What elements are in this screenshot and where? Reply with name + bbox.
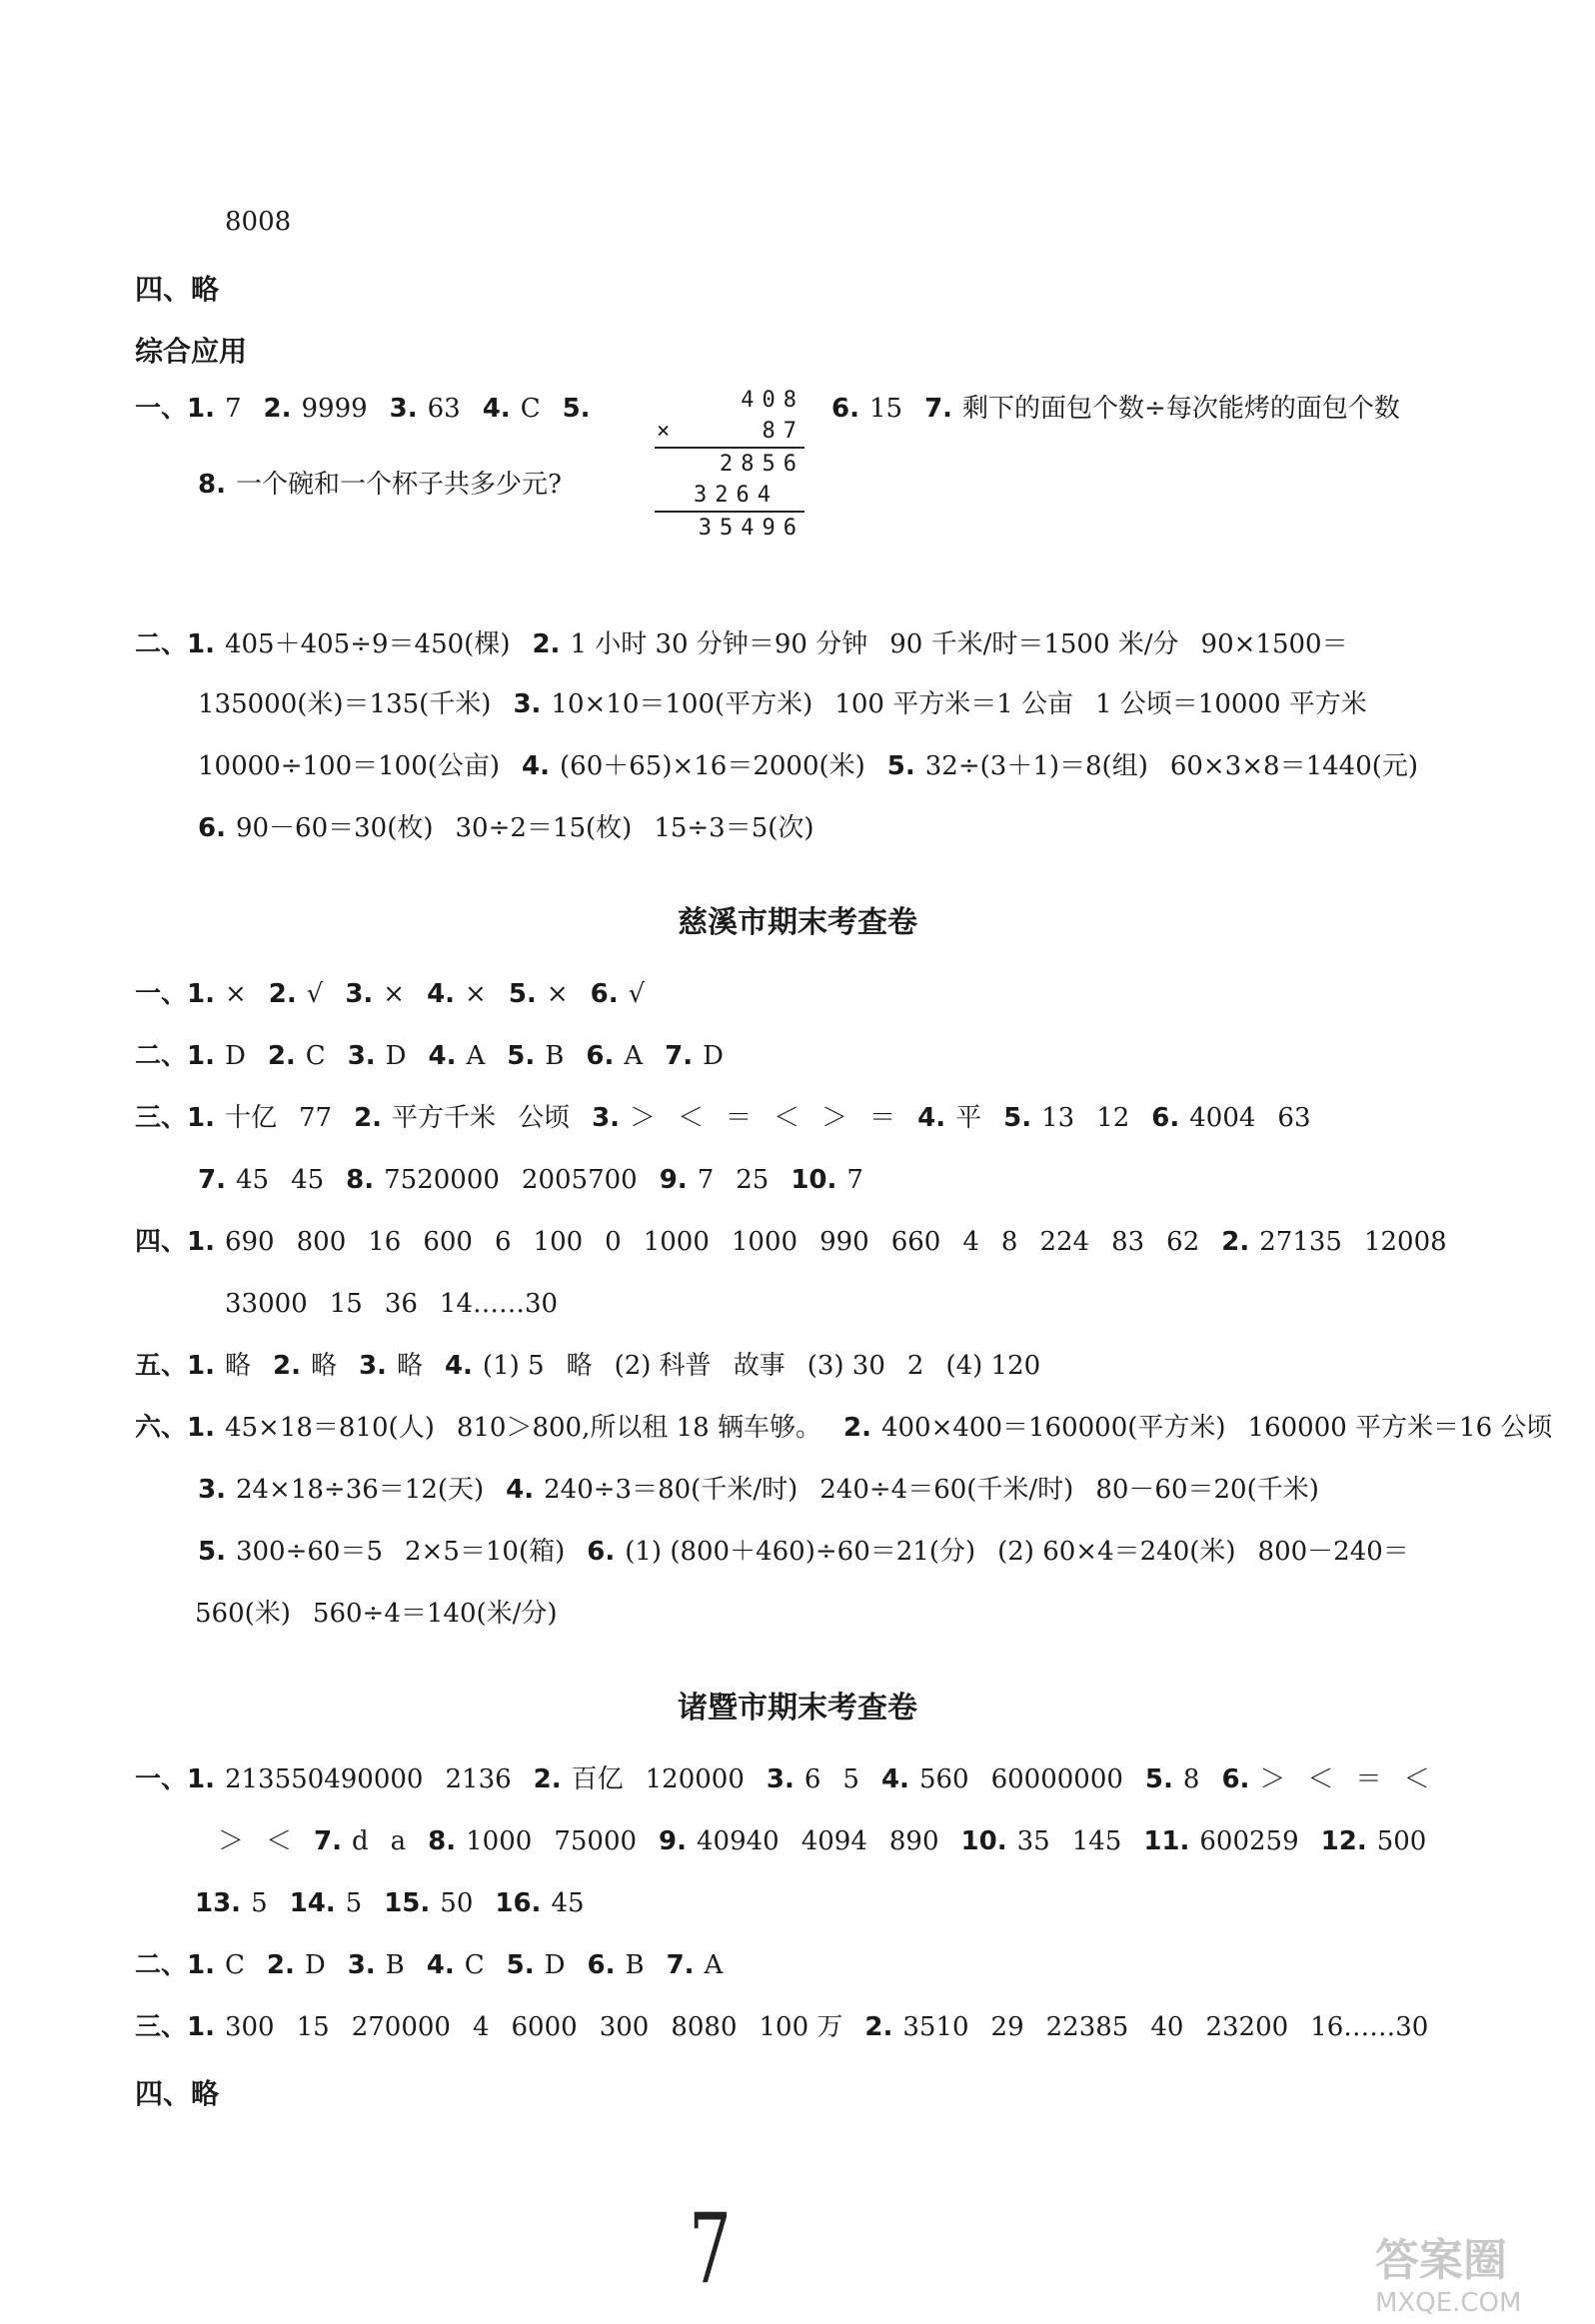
answer-segment: 4094 bbox=[800, 1826, 867, 1856]
composite-answer-line-tail bbox=[831, 392, 1422, 426]
answer-segment: 14……30 bbox=[439, 1289, 559, 1319]
answer-segment: d bbox=[352, 1826, 369, 1856]
question-number: 二、1. bbox=[135, 1041, 215, 1071]
answer-segment: 560 bbox=[918, 1764, 969, 1794]
question-number: 2. bbox=[272, 1351, 301, 1381]
answer-segment: 平方千米 bbox=[392, 1103, 497, 1133]
answer-segment: 7 bbox=[697, 1165, 715, 1195]
answer-segment: ＞ bbox=[630, 1103, 657, 1133]
answer-line bbox=[135, 1349, 1062, 1383]
answer-segment: 剩下的面包个数÷每次能烤的面包个数 bbox=[962, 394, 1400, 424]
question-number: 2. bbox=[533, 1764, 562, 1794]
answer-segment: 63 bbox=[1277, 1103, 1311, 1133]
answer-segment: 45×18＝810(人) bbox=[224, 1413, 435, 1443]
answer-line bbox=[198, 1473, 1341, 1507]
answer-segment: (2) 60×4＝240(米) bbox=[997, 1537, 1236, 1567]
question-number: 6. bbox=[1151, 1103, 1180, 1133]
answer-segment: 略 bbox=[396, 1351, 423, 1381]
watermark-logo: 答案圈 bbox=[1375, 2235, 1507, 2286]
question-number: 9. bbox=[659, 1826, 687, 1856]
answer-segment: 100 bbox=[533, 1227, 584, 1257]
question-number: 7. bbox=[665, 1041, 694, 1071]
answer-line bbox=[135, 1948, 745, 1982]
answer-segment: 6 bbox=[803, 1764, 821, 1794]
answer-segment: 百亿 bbox=[571, 1764, 624, 1794]
answer-segment: C bbox=[305, 1041, 326, 1071]
answer-segment: 15 bbox=[296, 2012, 330, 2042]
question-number: 3. bbox=[592, 1103, 621, 1133]
question-number: 4. bbox=[444, 1351, 473, 1381]
answer-segment: 63 bbox=[427, 394, 461, 424]
answer-segment: 30÷2＝15(枚) bbox=[455, 813, 633, 843]
answer-segment: 12 bbox=[1096, 1103, 1130, 1133]
answer-line bbox=[135, 2010, 1450, 2044]
section-title: 诸暨市期末考查卷 bbox=[678, 1691, 917, 1726]
answer-segment: B bbox=[625, 1950, 645, 1980]
answer-segment: 300 bbox=[599, 2012, 650, 2042]
answer-segment: 40940 bbox=[697, 1826, 780, 1856]
question-number: 五、1. bbox=[135, 1351, 215, 1381]
answer-segment: ＝ bbox=[1355, 1764, 1382, 1794]
answer-segment: 公顷 bbox=[518, 1103, 571, 1133]
answer-segment: (60＋65)×16＝2000(米) bbox=[560, 751, 865, 781]
answer-segment: (3) 30 bbox=[806, 1351, 885, 1381]
question-number: 4. bbox=[427, 979, 456, 1009]
answer-line bbox=[135, 627, 1370, 661]
question-number: 3. bbox=[198, 1475, 226, 1505]
question-number: 7. bbox=[314, 1826, 342, 1856]
answer-segment: ＝ bbox=[726, 1103, 753, 1133]
answer-segment: 5 bbox=[251, 1888, 268, 1918]
answer-segment: ＞ bbox=[821, 1103, 848, 1133]
answer-segment: 略 bbox=[224, 1351, 251, 1381]
answer-segment: D bbox=[544, 1950, 566, 1980]
multiplier: 87 bbox=[762, 419, 804, 444]
answer-segment: 800－240＝ bbox=[1257, 1537, 1409, 1567]
question-number: 2. bbox=[267, 1041, 296, 1071]
answer-segment: 100 万 bbox=[759, 2012, 843, 2042]
question-number: 3. bbox=[766, 1764, 795, 1794]
answer-segment: 35 bbox=[1016, 1826, 1050, 1856]
answer-segment: 120000 bbox=[645, 1764, 745, 1794]
answer-segment: 160000 平方米＝16 公顷 bbox=[1247, 1413, 1553, 1443]
answer-line bbox=[195, 1597, 580, 1631]
answer-segment: 270000 bbox=[351, 2012, 451, 2042]
answer-segment: 990 bbox=[819, 1227, 869, 1257]
answer-segment: ＞ bbox=[1259, 1764, 1286, 1794]
answer-segment: 240÷3＝80(千米/时) bbox=[544, 1475, 798, 1505]
answer-line bbox=[195, 1886, 607, 1920]
answer-line bbox=[218, 1824, 1448, 1858]
answer-segment: (4) 120 bbox=[945, 1351, 1041, 1381]
answer-segment: 80－60＝20(千米) bbox=[1095, 1475, 1319, 1505]
answer-segment: ＜ bbox=[1403, 1764, 1430, 1794]
question-number: 2. bbox=[354, 1103, 383, 1133]
answer-segment: 213550490000 bbox=[224, 1764, 424, 1794]
question-number: 8. bbox=[198, 470, 226, 500]
answer-segment: 6000 bbox=[511, 2012, 578, 2042]
answer-segment: 15 bbox=[868, 394, 903, 424]
question-number: 二、1. bbox=[135, 629, 215, 659]
question-number: 3. bbox=[389, 394, 418, 424]
question-number: 16. bbox=[495, 1888, 542, 1918]
times-sign: × bbox=[657, 419, 671, 444]
answer-segment: 224 bbox=[1039, 1227, 1090, 1257]
answer-segment: 略 bbox=[310, 1351, 337, 1381]
answer-segment: 145 bbox=[1071, 1826, 1122, 1856]
answer-segment: ＞ bbox=[218, 1826, 245, 1856]
answer-segment: 300÷60＝5 bbox=[235, 1537, 384, 1567]
answer-segment: 13 bbox=[1041, 1103, 1075, 1133]
answer-line bbox=[135, 1225, 1469, 1259]
answer-segment: × bbox=[465, 979, 487, 1009]
answer-segment: C bbox=[224, 1950, 245, 1980]
answer-segment: 1000 bbox=[731, 1227, 798, 1257]
answer-segment: 5 bbox=[842, 1764, 859, 1794]
question-number: 10. bbox=[960, 1826, 1007, 1856]
answer-segment: 8008 bbox=[225, 207, 292, 237]
answer-segment: 平 bbox=[955, 1103, 982, 1133]
question-number: 2. bbox=[268, 979, 297, 1009]
question-number: 2. bbox=[842, 1413, 871, 1443]
question-number: 3. bbox=[358, 1351, 387, 1381]
answer-line bbox=[198, 1163, 885, 1197]
answer-line bbox=[135, 977, 667, 1011]
answer-segment: 60000000 bbox=[990, 1764, 1123, 1794]
answer-line bbox=[135, 1101, 1333, 1135]
answer-segment: 0 bbox=[605, 1227, 622, 1257]
answer-segment: 1 小时 30 分钟＝90 分钟 bbox=[570, 629, 868, 659]
answer-segment: D bbox=[224, 1041, 246, 1071]
question-number: 3. bbox=[513, 689, 542, 719]
answer-segment: 一个碗和一个杯子共多少元? bbox=[235, 470, 562, 500]
question-number: 3. bbox=[347, 1950, 376, 1980]
answer-segment: (1) (800＋460)÷60＝21(分) bbox=[625, 1537, 976, 1567]
answer-segment: 405＋405÷9＝450(棵) bbox=[224, 629, 511, 659]
answer-segment: a bbox=[390, 1826, 407, 1856]
composite-answer-line bbox=[135, 392, 601, 426]
multiplier-row bbox=[655, 416, 804, 447]
answer-segment: 15÷3＝5(次) bbox=[654, 813, 814, 843]
answer-segment: 10×10＝100(平方米) bbox=[551, 689, 813, 719]
answer-segment: 故事 bbox=[733, 1351, 786, 1381]
answer-segment: 560÷4＝140(米/分) bbox=[312, 1599, 558, 1629]
question-number: 5. bbox=[1144, 1764, 1173, 1794]
heading: 四、略 bbox=[135, 273, 220, 306]
answer-segment: 33000 bbox=[225, 1289, 308, 1319]
answer-segment: 2005700 bbox=[521, 1165, 638, 1195]
heading: 综合应用 bbox=[135, 335, 248, 368]
answer-segment: ＜ bbox=[1307, 1764, 1334, 1794]
answer-segment: 2 bbox=[906, 1351, 924, 1381]
question-number: 6. bbox=[587, 1950, 616, 1980]
answer-segment: ＝ bbox=[869, 1103, 896, 1133]
answer-segment: D bbox=[703, 1041, 724, 1071]
answer-segment: 29 bbox=[990, 2012, 1024, 2042]
answer-segment: 6 bbox=[494, 1227, 512, 1257]
partial-product-2: 3264 bbox=[694, 483, 779, 508]
question-number: 8. bbox=[428, 1826, 457, 1856]
heading: 四、略 bbox=[135, 2077, 220, 2110]
answer-line bbox=[135, 1411, 1574, 1445]
question-number: 六、1. bbox=[135, 1413, 215, 1443]
question-number: 5. bbox=[886, 751, 915, 781]
question-number: 4. bbox=[522, 751, 551, 781]
question-number: 6. bbox=[1221, 1764, 1250, 1794]
answer-line bbox=[135, 1762, 1451, 1796]
answer-segment: 83 bbox=[1111, 1227, 1145, 1257]
answer-segment: 略 bbox=[566, 1351, 593, 1381]
question-number: 7. bbox=[924, 394, 953, 424]
page-number: 7 bbox=[689, 2193, 732, 2305]
answer-line bbox=[135, 1039, 746, 1073]
partial-product-1: 2856 bbox=[720, 452, 804, 477]
answer-segment: 660 bbox=[890, 1227, 941, 1257]
question-number: 2. bbox=[864, 2012, 893, 2042]
answer-segment: 16 bbox=[368, 1227, 402, 1257]
question-number: 5. bbox=[506, 1950, 535, 1980]
answer-segment: 25 bbox=[736, 1165, 770, 1195]
answer-segment: 7 bbox=[846, 1165, 863, 1195]
answer-segment: 135000(米)＝135(千米) bbox=[198, 689, 492, 719]
answer-segment: A bbox=[704, 1950, 724, 1980]
answer-segment: 62 bbox=[1166, 1227, 1200, 1257]
question-number: 7. bbox=[666, 1950, 695, 1980]
question-number: 5. bbox=[562, 394, 591, 424]
answer-segment: (1) 5 bbox=[482, 1351, 545, 1381]
multiplicand: 408 bbox=[741, 388, 804, 413]
answer-segment: 22385 bbox=[1045, 2012, 1129, 2042]
answer-segment: B bbox=[385, 1950, 405, 1980]
answer-segment: 2136 bbox=[445, 1764, 512, 1794]
answer-segment: 100 平方米＝1 公亩 bbox=[834, 689, 1073, 719]
answer-segment: 10000÷100＝100(公亩) bbox=[198, 751, 501, 781]
question-number: 二、1. bbox=[135, 1950, 215, 1980]
answer-segment: 50 bbox=[440, 1888, 474, 1918]
answer-segment: A bbox=[466, 1041, 486, 1071]
answer-segment: 600 bbox=[423, 1227, 473, 1257]
question-number: 6. bbox=[198, 813, 226, 843]
answer-segment: 3510 bbox=[902, 2012, 969, 2042]
question-number: 三、1. bbox=[135, 2012, 215, 2042]
answer-segment: 1000 bbox=[466, 1826, 533, 1856]
answer-segment: 40 bbox=[1150, 2012, 1184, 2042]
answer-segment: (2) 科普 bbox=[614, 1351, 712, 1381]
question-number: 11. bbox=[1143, 1826, 1190, 1856]
question-number: 13. bbox=[195, 1888, 242, 1918]
answer-segment: × bbox=[224, 979, 247, 1009]
answer-segment: 500 bbox=[1376, 1826, 1427, 1856]
answer-segment: 8 bbox=[1000, 1227, 1018, 1257]
answer-line bbox=[225, 205, 313, 239]
answer-segment: 90 千米/时＝1500 米/分 bbox=[889, 629, 1179, 659]
question-number: 6. bbox=[590, 979, 619, 1009]
question-number: 14. bbox=[289, 1888, 336, 1918]
question-number: 5. bbox=[508, 979, 537, 1009]
answer-segment: 15 bbox=[329, 1289, 363, 1319]
question-number: 6. bbox=[587, 1537, 616, 1567]
answer-segment: 90×1500＝ bbox=[1200, 629, 1348, 659]
question-number: 15. bbox=[384, 1888, 431, 1918]
answer-segment: 600259 bbox=[1199, 1826, 1299, 1856]
answer-segment: 8080 bbox=[671, 2012, 738, 2042]
answer-line bbox=[198, 811, 836, 845]
answer-segment: 36 bbox=[384, 1289, 418, 1319]
question-number: 3. bbox=[347, 1041, 376, 1071]
answer-segment: ＜ bbox=[774, 1103, 800, 1133]
question-number: 一、1. bbox=[135, 979, 215, 1009]
answer-segment: 4 bbox=[962, 1227, 979, 1257]
answer-segment: 800 bbox=[296, 1227, 347, 1257]
answer-segment: 1000 bbox=[643, 1227, 710, 1257]
answer-segment: ＜ bbox=[678, 1103, 705, 1133]
answer-segment: 75000 bbox=[554, 1826, 638, 1856]
question-number: 4. bbox=[506, 1475, 535, 1505]
answer-segment: × bbox=[546, 979, 569, 1009]
vertical-multiplication bbox=[655, 385, 804, 544]
answer-line bbox=[198, 749, 1440, 783]
answer-segment: ＜ bbox=[266, 1826, 293, 1856]
answer-segment: B bbox=[545, 1041, 565, 1071]
answer-segment: 12008 bbox=[1363, 1227, 1447, 1257]
question-number: 4. bbox=[426, 1950, 455, 1980]
answer-segment: 5 bbox=[345, 1888, 363, 1918]
answer-line bbox=[225, 1287, 580, 1321]
question-number: 3. bbox=[345, 979, 374, 1009]
question-number: 4. bbox=[880, 1764, 909, 1794]
answer-segment: 2×5＝10(箱) bbox=[405, 1537, 566, 1567]
answer-line bbox=[198, 1535, 1431, 1569]
answer-segment: 32÷(3＋1)＝8(组) bbox=[924, 751, 1148, 781]
question-number: 12. bbox=[1320, 1826, 1367, 1856]
question-number: 2. bbox=[1221, 1227, 1250, 1257]
answer-segment: 4 bbox=[472, 2012, 490, 2042]
answer-segment: 810＞800,所以租 18 辆车够。 bbox=[456, 1413, 821, 1443]
question-number: 2. bbox=[266, 1950, 295, 1980]
answer-line bbox=[198, 687, 1389, 721]
answer-segment: √ bbox=[306, 979, 324, 1009]
question-number: 4. bbox=[917, 1103, 946, 1133]
question-number: 2. bbox=[263, 394, 292, 424]
question-number: 4. bbox=[428, 1041, 457, 1071]
question-number: 2. bbox=[532, 629, 561, 659]
question-number: 6. bbox=[586, 1041, 615, 1071]
question-number: 6. bbox=[831, 394, 859, 424]
section-title: 慈溪市期末考查卷 bbox=[678, 905, 917, 940]
answer-segment: 90－60＝30(枚) bbox=[235, 813, 434, 843]
question-number: 一、1. bbox=[135, 394, 215, 424]
answer-segment: 十亿 bbox=[224, 1103, 277, 1133]
answer-segment: C bbox=[520, 394, 541, 424]
answer-segment: 690 bbox=[224, 1227, 275, 1257]
question-number: 四、1. bbox=[135, 1227, 215, 1257]
watermark bbox=[1375, 2224, 1575, 2318]
answer-segment: 77 bbox=[298, 1103, 333, 1133]
answer-segment: 27135 bbox=[1259, 1227, 1342, 1257]
answer-segment: 400×400＝160000(平方米) bbox=[880, 1413, 1226, 1443]
question-number: 三、1. bbox=[135, 1103, 215, 1133]
answer-segment: 24×18÷36＝12(天) bbox=[235, 1475, 485, 1505]
answer-segment: 45 bbox=[291, 1165, 325, 1195]
answer-segment: 45 bbox=[551, 1888, 585, 1918]
question-number: 7. bbox=[198, 1165, 226, 1195]
answer-line bbox=[198, 468, 584, 502]
answer-segment: A bbox=[624, 1041, 644, 1071]
question-number: 4. bbox=[482, 394, 511, 424]
question-number: 5. bbox=[198, 1537, 226, 1567]
answer-segment: 9999 bbox=[301, 394, 368, 424]
answer-segment: 8 bbox=[1182, 1764, 1200, 1794]
question-number: 9. bbox=[659, 1165, 688, 1195]
answer-segment: × bbox=[383, 979, 406, 1009]
answer-segment: C bbox=[464, 1950, 485, 1980]
answer-segment: 23200 bbox=[1205, 2012, 1289, 2042]
question-number: 8. bbox=[346, 1165, 375, 1195]
answer-segment: 560(米) bbox=[195, 1599, 291, 1629]
question-number: 5. bbox=[1003, 1103, 1032, 1133]
question-number: 一、1. bbox=[135, 1764, 215, 1794]
answer-segment: 240÷4＝60(千米/时) bbox=[819, 1475, 1074, 1505]
answer-segment: 16……30 bbox=[1310, 2012, 1429, 2042]
answer-segment: 300 bbox=[224, 2012, 275, 2042]
product: 35496 bbox=[698, 516, 804, 541]
answer-segment: 45 bbox=[235, 1165, 270, 1195]
answer-segment: 7520000 bbox=[384, 1165, 500, 1195]
answer-segment: 60×3×8＝1440(元) bbox=[1169, 751, 1419, 781]
answer-segment: D bbox=[385, 1041, 407, 1071]
answer-segment: 1 公顷＝10000 平方米 bbox=[1095, 689, 1367, 719]
answer-segment: D bbox=[304, 1950, 326, 1980]
watermark-url: MXQE.COM bbox=[1375, 2288, 1522, 2318]
answer-segment: √ bbox=[628, 979, 646, 1009]
answer-segment: 890 bbox=[888, 1826, 939, 1856]
answer-segment: 7 bbox=[224, 394, 242, 424]
question-number: 10. bbox=[791, 1165, 837, 1195]
question-number: 5. bbox=[507, 1041, 536, 1071]
answer-segment: 4004 bbox=[1189, 1103, 1256, 1133]
